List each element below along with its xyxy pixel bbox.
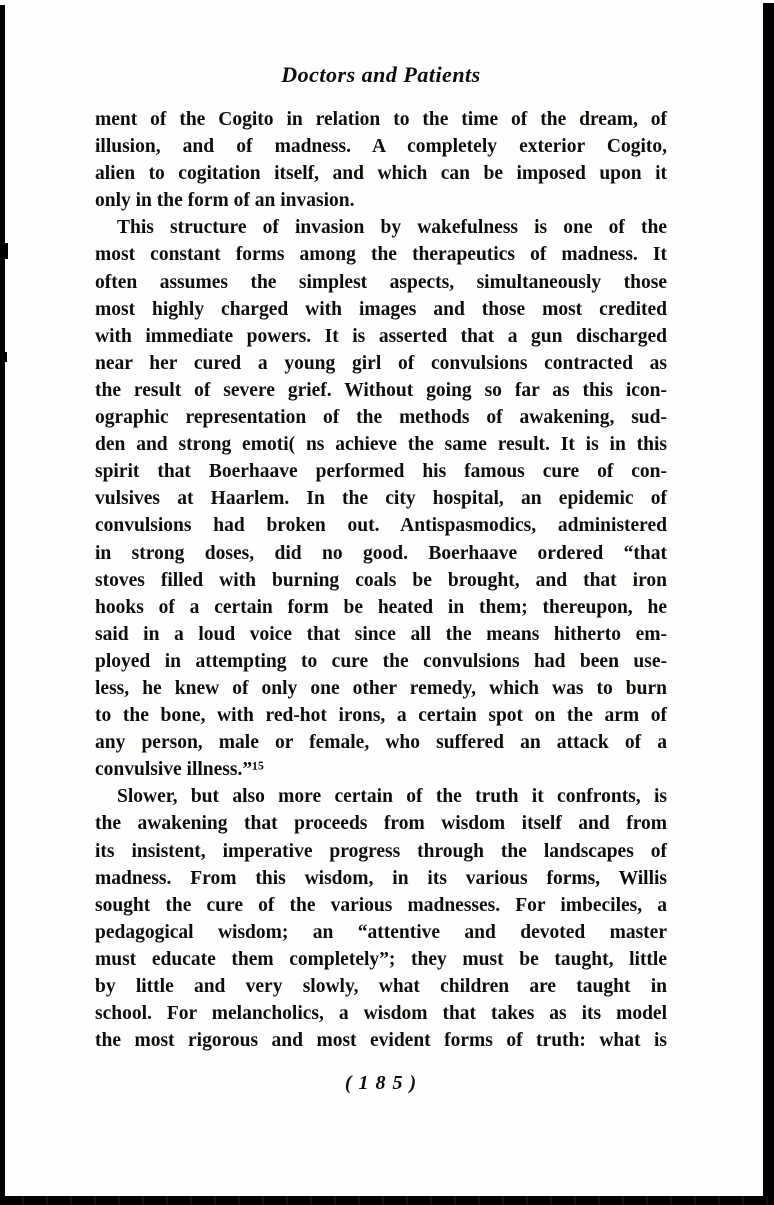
text-line: This structure of invasion by wakefulness is one of the — [117, 217, 667, 239]
scan-border-right — [763, 3, 774, 1205]
text-line: to the bone, with red-hot irons, a certain spot on the arm of — [95, 705, 667, 727]
text-line: the most rigorous and most evident forms of truth: what is — [95, 1030, 667, 1052]
text-line: only in the form of an invasion. — [95, 190, 355, 212]
text-line: most constant forms among the therapeutics of madness. It — [95, 244, 667, 266]
text-line: its insistent, imperative progress through the landscapes of — [95, 840, 667, 862]
text-line: must educate them completely”; they must be taught, little — [95, 948, 667, 970]
text-line: any person, male or female, who suffered an attack of a — [95, 732, 667, 754]
scan-border-bottom — [0, 1196, 774, 1205]
text-line: hooks of a certain form be heated in them; thereupon, he — [95, 596, 667, 618]
text-line: less, he knew of only one other remedy, which was to burn — [95, 677, 667, 699]
scan-artifact — [0, 352, 7, 362]
body-text — [95, 106, 667, 1054]
text-line: the awakening that proceeds from wisdom itself and from — [95, 813, 667, 835]
text-line: with immediate powers. It is asserted that a gun discharged — [95, 325, 667, 347]
text-line: ment of the Cogito in relation to the time of the dream, of — [95, 109, 667, 130]
text-line: stoves filled with burning coals be brought, and that iron — [95, 569, 667, 591]
page-number: ( 1 8 5 ) — [344, 1072, 418, 1094]
text-line: alien to cogitation itself, and which can be imposed upon it — [95, 163, 667, 185]
text-line: ployed in attempting to cure the convulsions had been use- — [95, 650, 667, 672]
text-line: in strong doses, did no good. Boerhaave ordered “that — [95, 542, 667, 564]
text-line: vulsives at Haarlem. In the city hospital, an epidemic of — [95, 488, 667, 510]
text-line: illusion, and of madness. A completely exterior Cogito, — [95, 136, 667, 158]
text-line: den and strong emoti( ns achieve the same result. It is in this — [95, 434, 667, 456]
text-line: convulsions had broken out. Antispasmodics, administered — [95, 515, 667, 537]
scan-border-left — [0, 5, 5, 1205]
text-line: said in a loud voice that since all the means hitherto em- — [95, 623, 667, 645]
text-line: school. For melancholics, a wisdom that takes as its model — [95, 1003, 667, 1025]
text-line: often assumes the simplest aspects, simultaneously those — [95, 271, 667, 293]
text-line: Slower, but also more certain of the truth it confronts, is — [117, 786, 667, 808]
text-line: convulsive illness.”¹⁵ — [95, 759, 264, 781]
text-line: the result of severe grief. Without going so far as this icon- — [95, 379, 667, 401]
text-line: sought the cure of the various madnesses. For imbeciles, a — [95, 894, 667, 916]
text-line: near her cured a young girl of convulsions contracted as — [95, 352, 667, 374]
running-header: Doctors and Patients — [281, 62, 481, 87]
scan-artifact — [0, 243, 8, 259]
text-line: spirit that Boerhaave performed his famous cure of con- — [95, 461, 667, 483]
text-line: by little and very slowly, what children are taught in — [95, 976, 667, 997]
text-line: ographic representation of the methods of awakening, sud- — [95, 407, 667, 429]
text-line: most highly charged with images and those most credited — [95, 298, 667, 320]
text-line: madness. From this wisdom, in its various forms, Willis — [95, 867, 667, 889]
text-line: pedagogical wisdom; an “attentive and devoted master — [95, 921, 667, 943]
